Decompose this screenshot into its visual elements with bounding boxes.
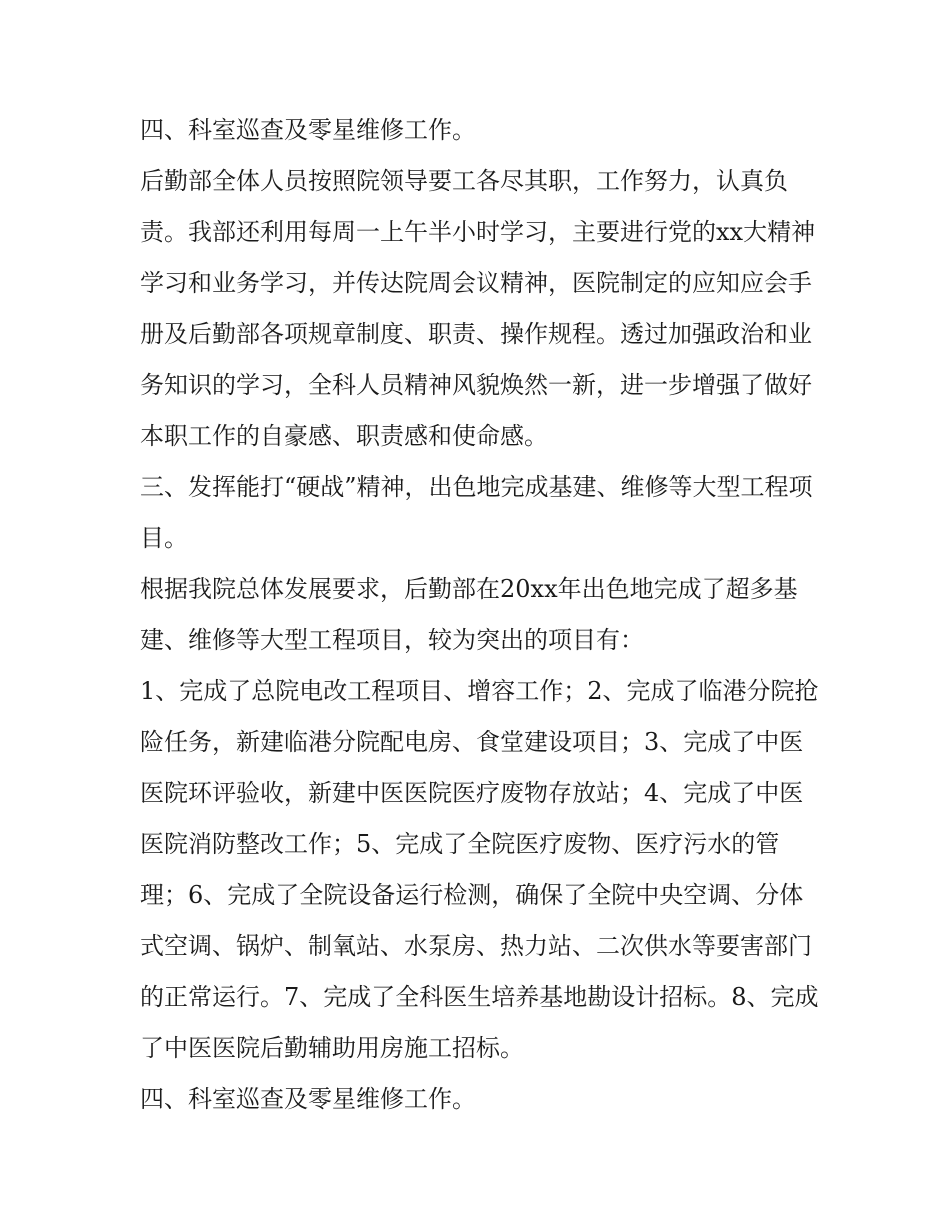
paragraph-project-list: 1、完成了总院电改工程项目、增容工作；2、完成了临港分院抢险任务，新建临港分院配电房、食堂建设项目；3、完成了中医医院环评验收，新建中医医院医疗废物存放站；4、完成了中医医院消防整改工作；5、完成了全院医疗废物、医疗污水的管理；6、完成了全院设备运行检测，确保了全院中央空调、分体式空调、锅炉、制氧站、水泵房、热力站、二次供水等要害部门的正常运行。7、完成了全科医生培养基地勘设计招标。8、完成了中医医院后勤辅助用房施工招标。 (140, 677, 819, 1062)
paragraph-study: 后勤部全体人员按照院领导要工各尽其职，工作努力，认真负责。我部还利用每周一上午半小时学习，主要进行党的xx大精神学习和业务学习，并传达院周会议精神，医院制定的应知应会手册及后勤部各项规章制度、职责、操作规程。透过加强政治和业务知识的学习，全科人员精神风貌焕然一新，进一步增强了做好本职工作的自豪感、职责感和使命感。 (140, 167, 816, 450)
document-body (140, 105, 820, 1125)
section-heading-3: 三、发挥能打“硬战”精神，出色地完成基建、维修等大型工程项目。 (140, 473, 813, 552)
section-heading-4: 四、科室巡查及零星维修工作。 (140, 116, 476, 144)
section-heading-4-repeat: 四、科室巡查及零星维修工作。 (140, 1085, 476, 1113)
paragraph-requirements: 根据我院总体发展要求，后勤部在20xx年出色地完成了超多基建、维修等大型工程项目，较为突出的项目有： (140, 575, 798, 654)
